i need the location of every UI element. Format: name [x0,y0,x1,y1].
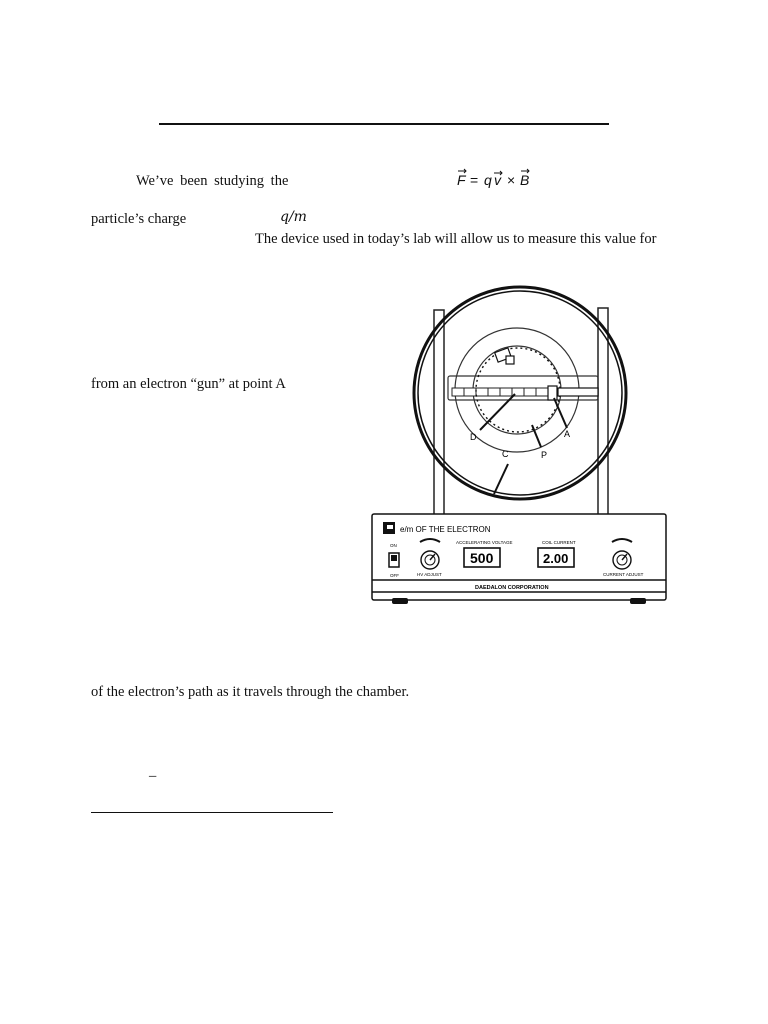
off-label: OFF [390,573,399,578]
charge-mass-ratio: q/m [280,209,307,225]
current-value: 2.00 [543,551,569,566]
label-p: P [541,450,548,460]
label-c: C [502,449,509,459]
svg-text:F: F [457,172,466,188]
intro-text-line: We’ve been studying the [136,173,289,189]
charge-text-line: particle’s charge [91,211,187,227]
footnote-rule [91,812,333,813]
lorentz-force-equation [456,164,536,195]
svg-text:×: × [507,172,516,188]
svg-text:=: = [470,172,479,188]
hv-adjust-label: HV ADJUST [417,572,442,577]
voltage-value: 500 [470,550,494,566]
em-apparatus-figure [360,278,680,610]
brand-logo-icon [383,522,395,534]
dash-mark: – [149,768,157,784]
electron-path-text-line: of the electron’s path as it travels through the chamber. [91,684,410,700]
current-adjust-label: CURRENT ADJUST [603,572,644,577]
svg-text:B: B [520,172,530,188]
label-d: D [470,432,477,442]
on-label: ON [390,543,397,548]
coil-current-label: COIL CURRENT [542,540,576,545]
label-a: A [564,429,571,439]
callout-lines [480,394,567,494]
svg-text:v: v [494,172,501,188]
electron-gun-text-line: from an electron “gun” at point A [91,376,286,392]
scale-bar [452,388,562,396]
accel-voltage-label: ACCELERATING VOLTAGE [456,540,513,545]
top-title-rule [159,123,609,125]
svg-text:q: q [484,172,492,188]
device-text-line: The device used in today’s lab will allow us to measure this value for [255,231,657,247]
panel-title: e/m OF THE ELECTRON [400,525,491,534]
manufacturer-label: DAEDALON CORPORATION [475,585,549,591]
